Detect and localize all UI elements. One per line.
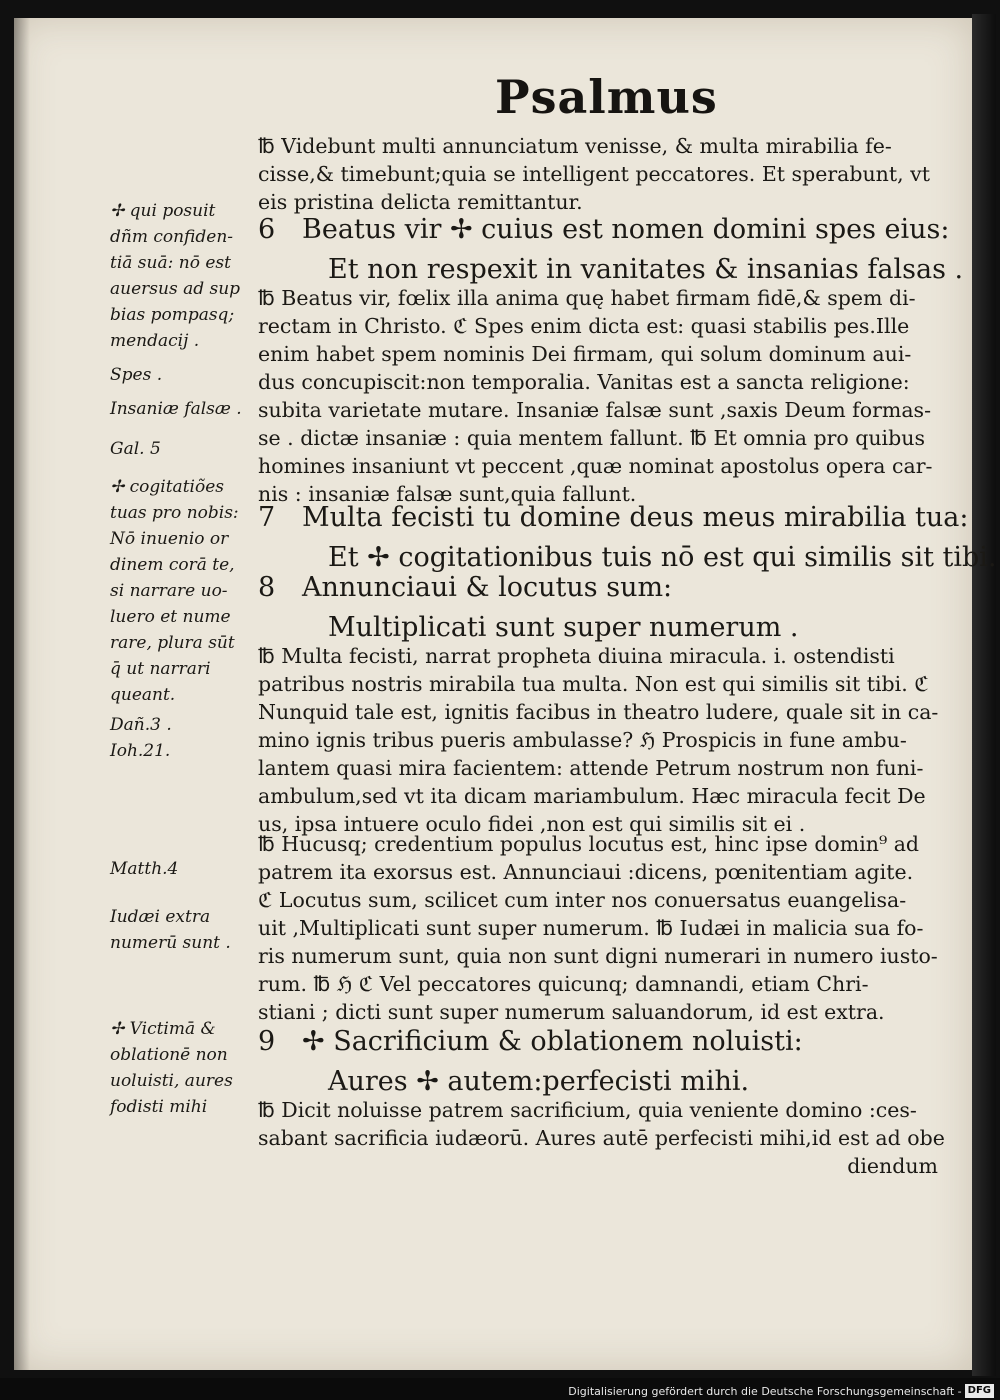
note-line: Spes . xyxy=(110,365,163,385)
text-line: stiani ; dicti sunt super numerum saluandorum, id est extra. xyxy=(258,1000,885,1024)
text-line: ℔ Hucusq; credentium populus locutus est, hinc ipse domin⁹ ad xyxy=(258,832,920,856)
text-line: us, ipsa intuere oculo fidei ,non est qui similis sit ei . xyxy=(258,812,806,836)
note-line: Matth.4 xyxy=(110,859,179,879)
verse-line: Et ✢ cogitationibus tuis nō est qui similis sit tibi. xyxy=(328,542,997,573)
text-line: ℔ Multa fecisti, narrat propheta diuina miracula. i. ostendisti xyxy=(258,644,895,668)
note-line: numerū sunt . xyxy=(110,933,231,953)
text-line: sabant sacrificia iudæorū. Aures autē perfecisti mihi,id est ad obe xyxy=(258,1126,945,1150)
text-line: ℔ Videbunt multi annunciatum venisse, & multa mirabilia fe- xyxy=(258,134,892,158)
note-line: Iudæi extra xyxy=(110,907,211,927)
verse-8 xyxy=(258,568,958,648)
note-line: dñm confiden- xyxy=(110,227,234,247)
commentary-paragraph-3 xyxy=(258,642,958,838)
commentary-paragraph-5 xyxy=(258,1096,958,1180)
margin-note-1 xyxy=(110,198,260,354)
verse-number: 8 xyxy=(258,572,276,603)
text-line: subita varietate mutare. Insaniæ falsæ sunt ,saxis Deum formas- xyxy=(258,398,931,422)
commentary-paragraph-1 xyxy=(258,132,958,216)
verse-7 xyxy=(258,498,997,578)
commentary-paragraph-2 xyxy=(258,284,958,508)
note-line: tiā suā: nō est xyxy=(110,253,231,273)
gutter-shadow xyxy=(14,18,30,1370)
margin-note-3 xyxy=(110,396,260,422)
text-line: ris numerum sunt, quia non sunt digni numerari in numero iusto- xyxy=(258,944,938,968)
text-line: enim habet spem nominis Dei firmam, qui solum dominum aui- xyxy=(258,342,912,366)
text-line: mino ignis tribus pueris ambulasse? ℌ Prospicis in fune ambu- xyxy=(258,728,907,752)
text-line: rum. ℔ ℌ ℭ Vel peccatores quicunq; damnandi, etiam Chri- xyxy=(258,972,869,996)
note-line: ✢ Victimā & xyxy=(110,1019,216,1039)
verse-line: Annunciaui & locutus sum: xyxy=(302,572,673,603)
verse-line: Et non respexit in vanitates & insanias falsas . xyxy=(328,254,964,285)
verse-6 xyxy=(258,210,964,290)
text-line: ambulum,sed vt ita dicam mariambulum. Hæc miracula fecit De xyxy=(258,784,926,808)
note-line: q̄ ut narrari xyxy=(110,659,211,679)
note-line: si narrare uo- xyxy=(110,581,228,601)
text-line: nis : insaniæ falsæ sunt,quia fallunt. xyxy=(258,482,637,506)
note-line: ✢ cogitatiões xyxy=(110,477,224,497)
text-line: ℭ Locutus sum, scilicet cum inter nos conuersatus euangelisa- xyxy=(258,888,907,912)
running-title: Psalmus xyxy=(495,70,718,124)
note-line: bias pompasq; xyxy=(110,305,235,325)
digitization-footer xyxy=(568,1384,994,1398)
dfg-logo: DFG xyxy=(965,1384,994,1398)
text-line: uit ,Multiplicati sunt super numerum. ℔ Iudæi in malicia sua fo- xyxy=(258,916,924,940)
note-line: Dañ.3 . xyxy=(110,715,172,735)
margin-note-4 xyxy=(110,436,260,462)
text-line: dus concupiscit:non temporalia. Vanitas est a sancta religione: xyxy=(258,370,910,394)
text-line: rectam in Christo. ℭ Spes enim dicta est: quasi stabilis pes.Ille xyxy=(258,314,910,338)
note-line: oblationē non xyxy=(110,1045,228,1065)
note-line: Nō inuenio or xyxy=(110,529,229,549)
text-line: ℔ Beatus vir, fœlix illa anima quę habet firmam fidē,& spem di- xyxy=(258,286,916,310)
text-line: se . dictæ insaniæ : quia mentem fallunt. ℔ Et omnia pro quibus xyxy=(258,426,925,450)
note-line: Gal. 5 xyxy=(110,439,161,459)
text-line: patribus nostris mirabila tua multa. Non est qui similis sit tibi. ℭ xyxy=(258,672,929,696)
verse-number: 9 xyxy=(258,1026,276,1057)
note-line: ✢ qui posuit xyxy=(110,201,216,221)
note-line: Insaniæ falsæ . xyxy=(110,399,242,419)
verse-line: Beatus vir ✢ cuius est nomen domini spes eius: xyxy=(302,214,950,245)
margin-note-7 xyxy=(110,856,260,882)
note-line: mendacij . xyxy=(110,331,200,351)
verse-line: Multiplicati sunt super numerum . xyxy=(328,612,799,643)
margin-note-2 xyxy=(110,362,260,388)
note-line: Ioh.21. xyxy=(110,741,171,761)
note-line: dinem corā te, xyxy=(110,555,235,575)
note-line: luero et nume xyxy=(110,607,231,627)
verse-line: Multa fecisti tu domine deus meus mirabilia tua: xyxy=(302,502,969,533)
text-line: eis pristina delicta remittantur. xyxy=(258,190,583,214)
text-line: ℔ Dicit noluisse patrem sacrificium, quia veniente domino :ces- xyxy=(258,1098,917,1122)
text-line: patrem ita exorsus est. Annunciaui :dicens, pœnitentiam agite. xyxy=(258,860,914,884)
verse-line: Aures ✢ autem:perfecisti mihi. xyxy=(328,1066,750,1097)
margin-note-5 xyxy=(110,474,260,708)
verse-9 xyxy=(258,1022,958,1102)
note-line: tuas pro nobis: xyxy=(110,503,239,523)
margin-note-6 xyxy=(110,712,260,764)
commentary-paragraph-4 xyxy=(258,830,958,1026)
footer-text: Digitalisierung gefördert durch die Deutsche Forschungsgemeinschaft - xyxy=(568,1384,962,1398)
page-edge xyxy=(972,14,996,1376)
text-line: cisse,& timebunt;quia se intelligent peccatores. Et sperabunt, vt xyxy=(258,162,930,186)
verse-number: 6 xyxy=(258,214,276,245)
text-line: Nunquid tale est, ignitis facibus in theatro ludere, quale sit in ca- xyxy=(258,700,939,724)
note-line: fodisti mihi xyxy=(110,1097,208,1117)
note-line: rare, plura sūt xyxy=(110,633,235,653)
note-line: uoluisti, aures xyxy=(110,1071,233,1091)
verse-line: ✢ Sacrificium & oblationem noluisti: xyxy=(302,1026,803,1057)
note-line: auersus ad sup xyxy=(110,279,241,299)
text-line: lantem quasi mira facientem: attende Petrum nostrum non funi- xyxy=(258,756,924,780)
margin-note-9 xyxy=(110,1016,260,1120)
verse-number: 7 xyxy=(258,502,276,533)
note-line: queant. xyxy=(110,685,176,705)
margin-note-8 xyxy=(110,904,260,956)
catchword: diendum xyxy=(847,1154,938,1178)
text-line: homines insaniunt vt peccent ,quæ nominat apostolus opera car- xyxy=(258,454,933,478)
